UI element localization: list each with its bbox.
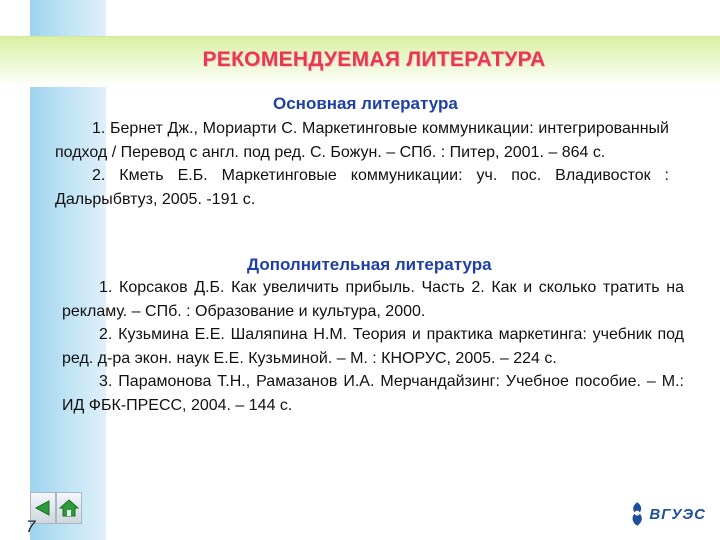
main-reference-2: 2. Кметь Е.Б. Маркетинговые коммуникации: уч. пос. Владивосток : Дальрыбвтуз, 2005. -191 с. xyxy=(55,167,669,208)
logo-emblem-icon xyxy=(628,498,646,530)
arrow-left-icon xyxy=(34,499,52,517)
main-literature-heading: Основная литература xyxy=(273,94,458,113)
additional-literature-heading: Дополнительная литература xyxy=(247,255,492,274)
additional-literature-list xyxy=(62,276,684,417)
additional-reference-1: 1. Корсаков Д.Б. Как увеличить прибыль. Часть 2. Как и сколько тратить на рекламу. – СПб. : Образование и культура, 2000. xyxy=(62,279,684,320)
main-reference-1: 1. Бернет Дж., Мориарти С. Маркетинговые коммуникации: интегрированный подход / Перевод с англ. под ред. С. Божун. – СПб. : Питер, 2001. – 864 с. xyxy=(55,120,669,161)
additional-reference-2: 2. Кузьмина Е.Е. Шаляпина Н.М. Теория и практика маркетинга: учебник под ред. д-ра экон. наук Е.Е. Кузьминой. – М. : КНОРУС, 2005. – 224 с. xyxy=(62,326,684,367)
slide-number: 7 xyxy=(26,517,36,536)
additional-reference-3: 3. Парамонова Т.Н., Рамазанов И.А. Мерчандайзинг: Учебное пособие. – М.: ИД ФБК-ПРЕСС, 2004. – 144 с. xyxy=(62,373,684,414)
university-logo xyxy=(628,497,706,531)
navigation-buttons xyxy=(30,492,82,524)
home-button[interactable] xyxy=(56,492,82,524)
main-literature-list xyxy=(55,117,669,211)
home-icon xyxy=(59,498,79,518)
logo-text: ВГУЭС xyxy=(649,505,706,523)
slide-title: РЕКОМЕНДУЕМАЯ ЛИТЕРАТУРА xyxy=(202,48,546,71)
